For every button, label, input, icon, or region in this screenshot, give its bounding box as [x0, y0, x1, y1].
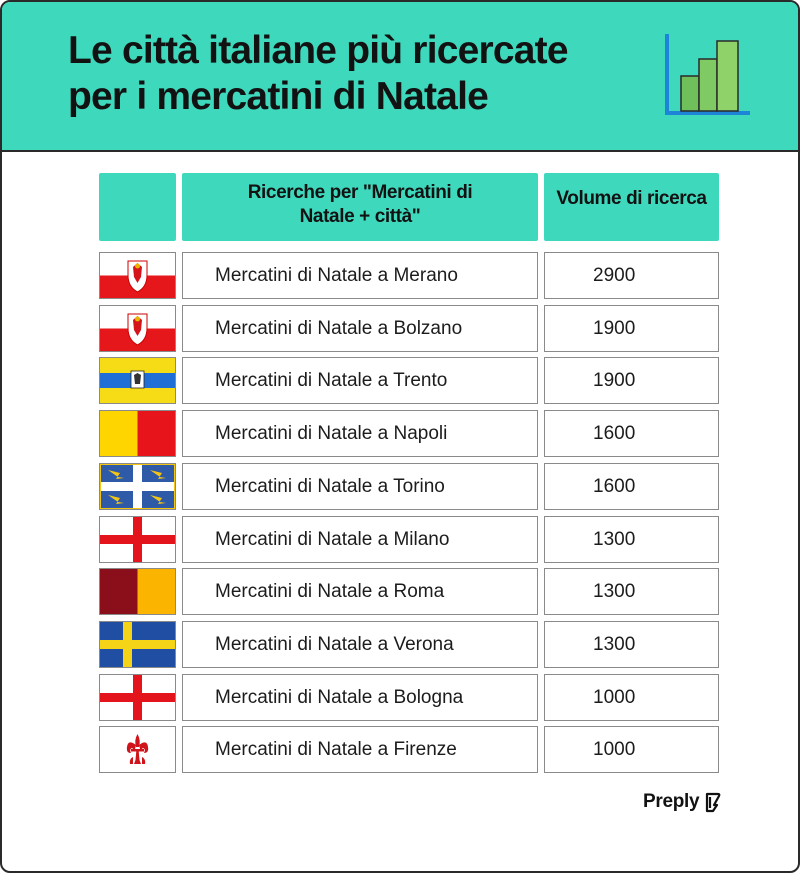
- trento-flag-icon: [99, 357, 176, 404]
- table-row: [2, 621, 800, 668]
- bolzano-flag-icon: [99, 305, 176, 352]
- header-cell-flag: [99, 173, 176, 241]
- search-volume-value: 1600: [544, 410, 719, 457]
- city-label: Mercatini di Natale a Trento: [182, 357, 538, 404]
- bologna-flag-icon: [99, 674, 176, 721]
- city-label: Mercatini di Natale a Napoli: [182, 410, 538, 457]
- search-volume-value: 1600: [544, 463, 719, 510]
- city-label: Mercatini di Natale a Verona: [182, 621, 538, 668]
- page-title: [68, 28, 628, 120]
- search-volume-value: 1900: [544, 357, 719, 404]
- header-banner: [2, 2, 800, 152]
- city-label: Mercatini di Natale a Bologna: [182, 674, 538, 721]
- header-searches-line-1: Ricerche per "Mercatini di: [247, 182, 473, 203]
- header-searches-line-2: Natale + città": [299, 206, 421, 227]
- search-volume-value: 1900: [544, 305, 719, 352]
- header-cell-searches: [182, 173, 538, 241]
- verona-flag-icon: [99, 621, 176, 668]
- table-row: [2, 252, 800, 299]
- table-row: [2, 410, 800, 457]
- brand-name: Preply: [643, 791, 700, 812]
- search-volume-value: 1000: [544, 726, 719, 773]
- search-volume-value: 1300: [544, 568, 719, 615]
- search-volume-value: 1300: [544, 516, 719, 563]
- table-row: [2, 357, 800, 404]
- table-row: [2, 568, 800, 615]
- milano-flag-icon: [99, 516, 176, 563]
- table-row: [2, 305, 800, 352]
- city-label: Mercatini di Natale a Merano: [182, 252, 538, 299]
- city-label: Mercatini di Natale a Roma: [182, 568, 538, 615]
- firenze-flag-icon: [99, 726, 176, 773]
- table-row: [2, 674, 800, 721]
- city-label: Mercatini di Natale a Firenze: [182, 726, 538, 773]
- search-volume-value: 1000: [544, 674, 719, 721]
- title-line-1: Le città italiane più ricercate: [68, 29, 568, 72]
- title-line-2: per i mercatini di Natale: [68, 75, 488, 118]
- torino-flag-icon: [99, 463, 176, 510]
- city-label: Mercatini di Natale a Bolzano: [182, 305, 538, 352]
- bar-chart-icon: [658, 30, 754, 120]
- napoli-flag-icon: [99, 410, 176, 457]
- city-label: Mercatini di Natale a Milano: [182, 516, 538, 563]
- roma-flag-icon: [99, 568, 176, 615]
- header-cell-volume: Volume di ricerca: [544, 173, 719, 241]
- table-row: [2, 516, 800, 563]
- city-label: Mercatini di Natale a Torino: [182, 463, 538, 510]
- table-row: [2, 726, 800, 773]
- search-volume-value: 1300: [544, 621, 719, 668]
- table-row: [2, 463, 800, 510]
- merano-flag-icon: [99, 252, 176, 299]
- search-volume-value: 2900: [544, 252, 719, 299]
- preply-logo-icon: [704, 791, 722, 813]
